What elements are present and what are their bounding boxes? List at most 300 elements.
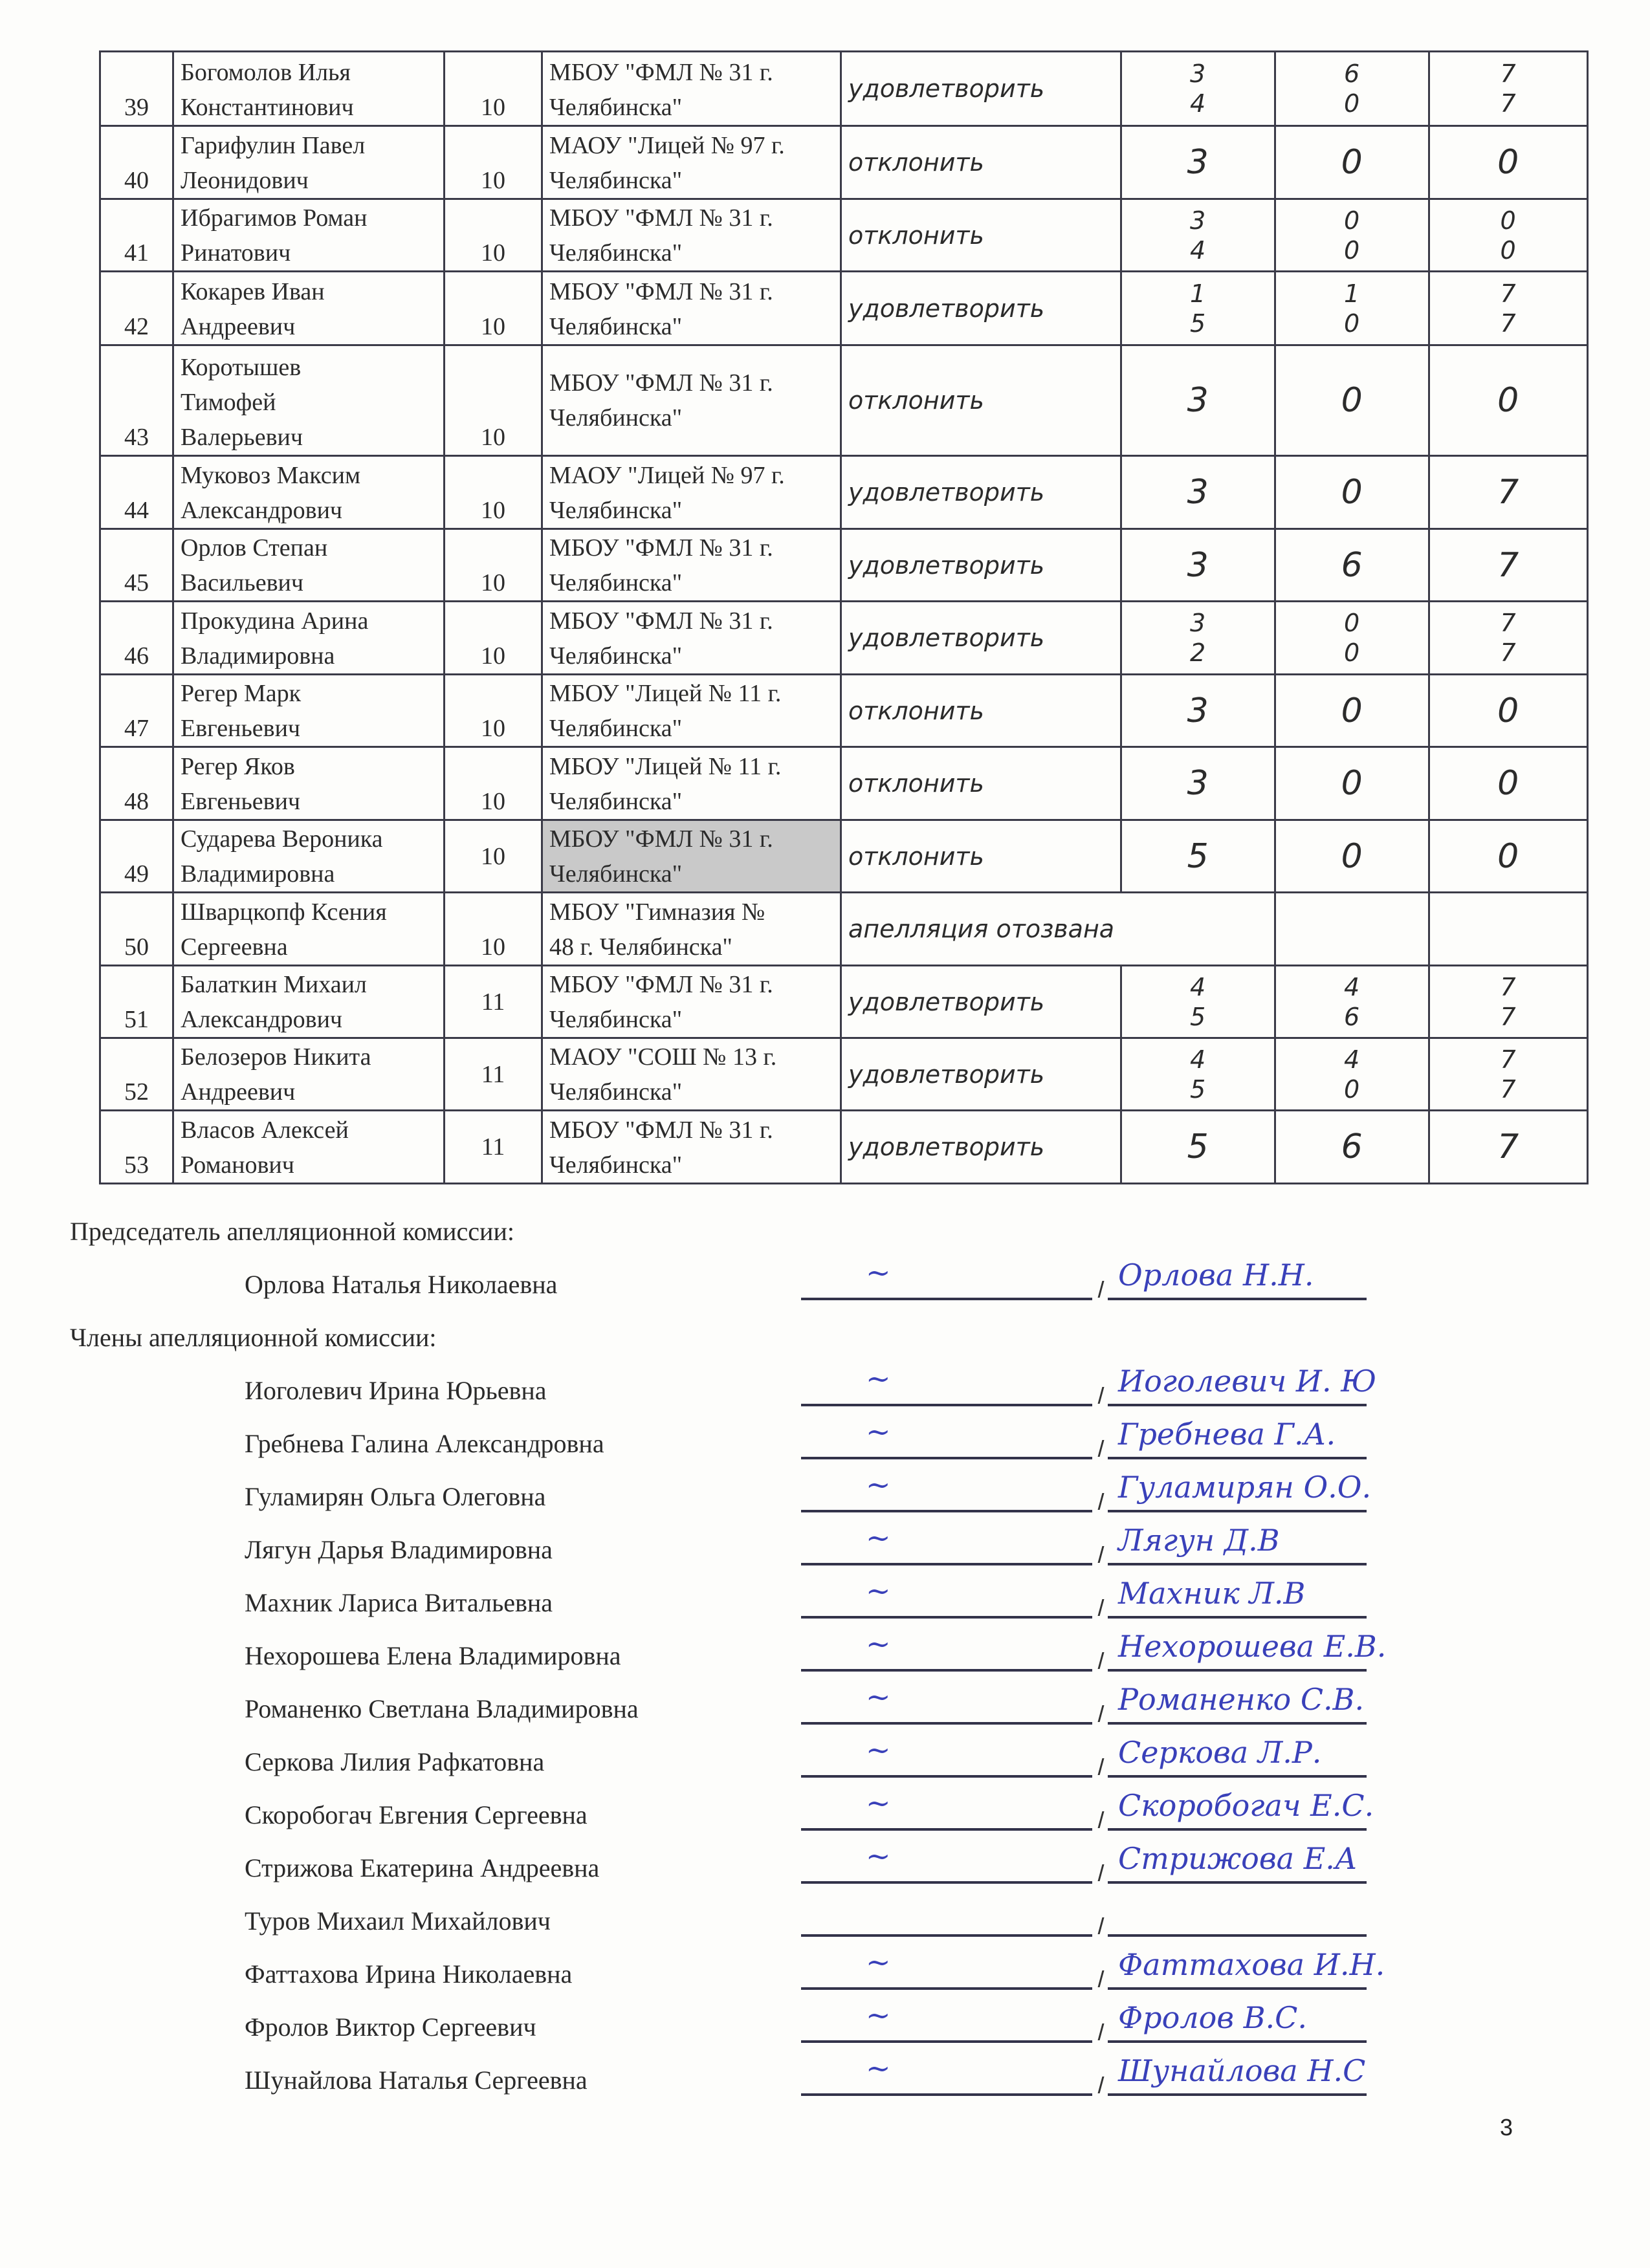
name-line <box>1108 1404 1367 1406</box>
separator-slash <box>1098 2077 1105 2093</box>
score-p2 <box>1275 126 1429 199</box>
student-name-line: Валерьевич <box>181 424 303 451</box>
school-line: Челябинска" <box>549 94 683 121</box>
score-value: 0 <box>1497 143 1519 182</box>
school-line: Челябинска" <box>549 1151 683 1179</box>
decision-handwritten: удовлетворить <box>841 602 1121 675</box>
score-value: 0 <box>1341 691 1363 730</box>
school <box>542 747 841 820</box>
score-p2 <box>1275 52 1429 126</box>
score-p3 <box>1429 345 1587 456</box>
page-number: 3 <box>1500 2114 1513 2141</box>
row-number: 53 <box>100 1111 173 1184</box>
score-value: 0 <box>1344 206 1360 235</box>
score-value: 4 <box>1190 1045 1206 1074</box>
student-name-line: Александрович <box>181 1006 343 1033</box>
score-value: 7 <box>1500 309 1516 338</box>
member-name: Фаттахова Ирина Николаевна <box>245 1959 573 1989</box>
school-line: МБОУ "ФМЛ № 31 г. <box>549 607 773 635</box>
signature-mark: ~ <box>866 1998 891 2033</box>
handwritten-name: Лягун Д.В <box>1118 1523 1280 1558</box>
score-p2 <box>1275 345 1429 456</box>
student-name-line: Прокудина Арина <box>181 607 369 635</box>
score-value: 3 <box>1190 609 1206 637</box>
member-name: Гребнева Галина Александровна <box>245 1429 604 1458</box>
score-p3 <box>1429 602 1587 675</box>
score-p1 <box>1121 52 1275 126</box>
score-p3 <box>1429 966 1587 1038</box>
score-value: 0 <box>1344 609 1360 637</box>
row-number: 43 <box>100 345 173 456</box>
row-number: 45 <box>100 529 173 602</box>
signature-line <box>801 1881 1092 1884</box>
student-name-line: Богомолов Илья <box>181 59 351 86</box>
score-p1 <box>1121 1111 1275 1184</box>
member-name: Нехорошева Елена Владимировна <box>245 1641 621 1670</box>
school-line: Челябинска" <box>549 167 683 194</box>
separator-slash <box>1098 1811 1105 1828</box>
score-value: 0 <box>1497 691 1519 730</box>
school-line: Челябинска" <box>549 404 683 431</box>
row-number: 49 <box>100 820 173 893</box>
score-value: 0 <box>1497 764 1519 803</box>
grade: 11 <box>445 1038 542 1111</box>
score-value: 0 <box>1341 764 1363 803</box>
name-line <box>1108 1563 1367 1565</box>
separator-slash <box>1098 1970 1105 1987</box>
student-name-line: Муковоз Максим <box>181 462 360 489</box>
grade: 10 <box>445 893 542 966</box>
score-value: 6 <box>1344 1002 1360 1031</box>
grade: 10 <box>445 602 542 675</box>
score-value: 3 <box>1187 473 1209 512</box>
score-value: 1 <box>1344 279 1360 308</box>
table-row <box>100 272 1588 345</box>
score-p1 <box>1121 820 1275 893</box>
score-value: 7 <box>1497 545 1519 585</box>
school <box>542 675 841 747</box>
score-value: 0 <box>1497 836 1519 876</box>
school <box>542 966 841 1038</box>
handwritten-name: Серкова Л.Р. <box>1118 1735 1322 1770</box>
school <box>542 199 841 272</box>
score-value: 5 <box>1190 1002 1206 1031</box>
grade: 10 <box>445 126 542 199</box>
school-line: Челябинска" <box>549 569 683 596</box>
school-line: МБОУ "ФМЛ № 31 г. <box>549 534 773 562</box>
school-line: МБОУ "Гимназия № <box>549 899 765 926</box>
decision-handwritten: удовлетворить <box>841 272 1121 345</box>
score-value: 7 <box>1500 609 1516 637</box>
score-value: 7 <box>1500 972 1516 1001</box>
signature-line <box>801 1722 1092 1725</box>
score-value: 5 <box>1187 836 1209 876</box>
decision-handwritten: отклонить <box>841 345 1121 456</box>
score-p1 <box>1121 966 1275 1038</box>
school-line: Челябинска" <box>549 1078 683 1106</box>
grade: 10 <box>445 820 542 893</box>
handwritten-name: Шунайлова Н.С <box>1118 2053 1366 2088</box>
grade: 10 <box>445 199 542 272</box>
handwritten-name: Стрижова Е.А <box>1118 1841 1358 1876</box>
signature-line <box>801 2040 1092 2043</box>
school <box>542 602 841 675</box>
name-line <box>1108 1616 1367 1619</box>
grade: 10 <box>445 272 542 345</box>
signature-mark: ~ <box>866 1838 891 1873</box>
signature-mark: ~ <box>866 1255 891 1290</box>
student-name <box>173 893 445 966</box>
signature-mark: ~ <box>866 1467 891 1502</box>
school <box>542 529 841 602</box>
grade: 10 <box>445 675 542 747</box>
separator-slash <box>1098 2023 1105 2040</box>
student-name-line: Орлов Степан <box>181 534 328 562</box>
decision-handwritten: отклонить <box>841 199 1121 272</box>
name-line <box>1108 1510 1367 1512</box>
school-line: 48 г. Челябинска" <box>549 933 732 961</box>
score-value: 5 <box>1190 309 1206 338</box>
decision-handwritten: отклонить <box>841 126 1121 199</box>
student-name-line: Кокарев Иван <box>181 278 325 305</box>
score-value: 7 <box>1500 1002 1516 1031</box>
school-line: МАОУ "Лицей № 97 г. <box>549 132 785 159</box>
separator-slash <box>1098 1440 1105 1457</box>
row-number: 46 <box>100 602 173 675</box>
school-line: МБОУ "Лицей № 11 г. <box>549 753 782 780</box>
separator-slash <box>1098 1599 1105 1616</box>
name-line <box>1108 1298 1367 1300</box>
student-name <box>173 126 445 199</box>
handwritten-name: Скоробогач Е.С. <box>1118 1788 1374 1823</box>
score-p3 <box>1429 1111 1587 1184</box>
school-line: Челябинска" <box>549 788 683 815</box>
handwritten-name: Махник Л.В <box>1118 1576 1306 1611</box>
score-value: 0 <box>1344 89 1360 118</box>
score-value: 7 <box>1497 1128 1519 1166</box>
score-p2 <box>1275 1038 1429 1111</box>
decision-handwritten: отклонить <box>841 675 1121 747</box>
member-name: Фролов Виктор Сергеевич <box>245 2012 536 2042</box>
score-p1 <box>1121 747 1275 820</box>
score-value: 3 <box>1187 545 1209 585</box>
score-p2 <box>1275 747 1429 820</box>
score-value: 0 <box>1497 381 1519 420</box>
score-value: 4 <box>1344 972 1360 1001</box>
score-value: 0 <box>1344 235 1360 265</box>
signature-mark: ~ <box>866 1679 891 1714</box>
table-row <box>100 1111 1588 1184</box>
student-name <box>173 456 445 529</box>
school-line: Челябинска" <box>549 313 683 340</box>
signature-mark: ~ <box>866 1626 891 1661</box>
student-name-line: Васильевич <box>181 569 303 596</box>
score-p1 <box>1121 345 1275 456</box>
grade: 10 <box>445 529 542 602</box>
school-line: МБОУ "ФМЛ № 31 г. <box>549 825 773 853</box>
name-line <box>1108 1934 1367 1937</box>
school-line: Челябинска" <box>549 715 683 742</box>
row-number: 52 <box>100 1038 173 1111</box>
score-value: 7 <box>1500 89 1516 118</box>
school-line: МБОУ "Лицей № 11 г. <box>549 680 782 707</box>
score-p1 <box>1121 1038 1275 1111</box>
signature-line <box>801 1828 1092 1831</box>
score-value: 7 <box>1500 638 1516 667</box>
signature-line <box>801 1563 1092 1565</box>
school-line: МБОУ "ФМЛ № 31 г. <box>549 369 773 397</box>
table-row <box>100 199 1588 272</box>
grade: 11 <box>445 1111 542 1184</box>
student-name <box>173 820 445 893</box>
student-name-line: Евгеньевич <box>181 715 301 742</box>
members-heading: Члены апелляционной комиссии: <box>70 1323 437 1352</box>
signature-line <box>801 1775 1092 1778</box>
student-name-line: Сергеевна <box>181 933 288 961</box>
score-value: 0 <box>1341 473 1363 512</box>
score-p2 <box>1275 199 1429 272</box>
score-value: 0 <box>1344 638 1360 667</box>
score-value: 7 <box>1500 60 1516 88</box>
school-line: МБОУ "ФМЛ № 31 г. <box>549 59 773 86</box>
school-line: МАОУ "Лицей № 97 г. <box>549 462 785 489</box>
member-name: Шунайлова Наталья Сергеевна <box>245 2066 588 2095</box>
decision-handwritten: удовлетворить <box>841 966 1121 1038</box>
row-number: 42 <box>100 272 173 345</box>
signature-line <box>801 1616 1092 1619</box>
score-value: 4 <box>1190 235 1206 265</box>
student-name-line: Тимофей <box>181 389 276 416</box>
score-p3 <box>1429 820 1587 893</box>
grade: 10 <box>445 52 542 126</box>
decision-handwritten: отклонить <box>841 747 1121 820</box>
student-name-line: Андреевич <box>181 313 296 340</box>
score-value: 3 <box>1190 206 1206 235</box>
score-value: 4 <box>1190 972 1206 1001</box>
signature-line <box>801 2093 1092 2096</box>
school <box>542 1111 841 1184</box>
score-p2 <box>1275 272 1429 345</box>
signature-mark: ~ <box>866 1785 891 1820</box>
score-value: 0 <box>1341 381 1363 420</box>
name-line <box>1108 1881 1367 1884</box>
student-name <box>173 345 445 456</box>
score-value: 7 <box>1497 473 1519 512</box>
score-value: 0 <box>1344 1074 1360 1104</box>
member-name: Иоголевич Ирина Юрьевна <box>245 1376 547 1405</box>
student-name <box>173 675 445 747</box>
score-p1 <box>1121 456 1275 529</box>
school-line: МБОУ "ФМЛ № 31 г. <box>549 278 773 305</box>
signature-line <box>801 1457 1092 1459</box>
score-value: 3 <box>1187 381 1209 420</box>
grade: 10 <box>445 456 542 529</box>
name-line <box>1108 2040 1367 2043</box>
name-line <box>1108 1987 1367 1990</box>
score-value: 0 <box>1500 235 1516 265</box>
chair-heading: Председатель апелляционной комиссии: <box>70 1217 514 1246</box>
row-number: 51 <box>100 966 173 1038</box>
school <box>542 820 841 893</box>
student-name-line: Балаткин Михаил <box>181 971 367 998</box>
school <box>542 893 841 966</box>
student-name-line: Александрович <box>181 497 343 524</box>
signature-mark: ~ <box>866 1573 891 1608</box>
decision-handwritten: апелляция отозвана <box>841 893 1121 966</box>
score-p1 <box>1121 272 1275 345</box>
score-p1 <box>1121 602 1275 675</box>
decision-handwritten: удовлетворить <box>841 529 1121 602</box>
score-value: 5 <box>1190 1074 1206 1104</box>
handwritten-name: Романенко С.В. <box>1118 1682 1365 1717</box>
score-p2 <box>1275 966 1429 1038</box>
signature-mark: ~ <box>866 2051 891 2086</box>
school <box>542 456 841 529</box>
score-value: 3 <box>1190 60 1206 88</box>
member-name: Серкова Лилия Рафкатовна <box>245 1747 545 1776</box>
row-number: 47 <box>100 675 173 747</box>
separator-slash <box>1098 1493 1105 1510</box>
score-value: 2 <box>1190 638 1206 667</box>
separator-slash <box>1098 1705 1105 1722</box>
signature-mark: ~ <box>866 1945 891 1979</box>
school-line: Челябинска" <box>549 642 683 670</box>
student-name-line: Ибрагимов Роман <box>181 204 368 232</box>
table-row <box>100 966 1588 1038</box>
student-name-line: Белозеров Никита <box>181 1043 371 1071</box>
table-row <box>100 747 1588 820</box>
table-row <box>100 1038 1588 1111</box>
table-row <box>100 52 1588 126</box>
score-p3 <box>1429 1038 1587 1111</box>
school-line: Челябинска" <box>549 497 683 524</box>
member-name: Скоробогач Евгения Сергеевна <box>245 1800 588 1829</box>
student-name-line: Владимировна <box>181 642 335 670</box>
separator-slash <box>1098 1546 1105 1563</box>
school <box>542 1038 841 1111</box>
score-p1 <box>1121 529 1275 602</box>
score-value: 6 <box>1341 1128 1363 1166</box>
appeals-table <box>99 50 1589 1184</box>
student-name <box>173 1111 445 1184</box>
score-p2 <box>1275 529 1429 602</box>
score-p1 <box>1121 126 1275 199</box>
chair-name: Орлова Наталья Николаевна <box>245 1270 558 1299</box>
handwritten-name: Фаттахова И.Н. <box>1118 1947 1385 1982</box>
score-value: 4 <box>1190 89 1206 118</box>
signature-line <box>801 1404 1092 1406</box>
handwritten-name: Гуламирян О.О. <box>1118 1470 1372 1505</box>
school <box>542 52 841 126</box>
member-name: Романенко Светлана Владимировна <box>245 1694 639 1723</box>
table-row <box>100 675 1588 747</box>
signature-line <box>801 1987 1092 1990</box>
member-name: Махник Лариса Витальевна <box>245 1588 553 1617</box>
school-line: МБОУ "ФМЛ № 31 г. <box>549 971 773 998</box>
school-line: Челябинска" <box>549 239 683 267</box>
student-name-line: Регер Марк <box>181 680 302 707</box>
handwritten-name: Орлова Н.Н. <box>1118 1258 1314 1292</box>
score-value: 7 <box>1500 1045 1516 1074</box>
table-row <box>100 529 1588 602</box>
student-name <box>173 966 445 1038</box>
handwritten-name: Иоголевич И. Ю <box>1118 1364 1377 1399</box>
student-name <box>173 602 445 675</box>
school-line: МБОУ "ФМЛ № 31 г. <box>549 204 773 232</box>
score-p3 <box>1429 272 1587 345</box>
table-row <box>100 893 1588 966</box>
score-p3 <box>1429 52 1587 126</box>
handwritten-name: Нехорошева Е.В. <box>1118 1629 1387 1664</box>
student-name <box>173 52 445 126</box>
score-value: 3 <box>1187 764 1209 803</box>
signature-line <box>801 1669 1092 1672</box>
handwritten-name: Фролов В.С. <box>1118 2000 1307 2035</box>
score-p1 <box>1121 675 1275 747</box>
score-p2 <box>1275 675 1429 747</box>
member-name: Гуламирян Ольга Олеговна <box>245 1482 546 1511</box>
score-cell-empty <box>1275 893 1429 966</box>
name-line <box>1108 1669 1367 1672</box>
row-number: 48 <box>100 747 173 820</box>
score-p2 <box>1275 602 1429 675</box>
score-p3 <box>1429 199 1587 272</box>
school-line: МБОУ "ФМЛ № 31 г. <box>549 1117 773 1144</box>
grade: 10 <box>445 747 542 820</box>
row-number: 39 <box>100 52 173 126</box>
score-value: 0 <box>1341 836 1363 876</box>
signature-line <box>801 1510 1092 1512</box>
student-name-line: Евгеньевич <box>181 788 301 815</box>
name-line <box>1108 2093 1367 2096</box>
score-p3 <box>1429 675 1587 747</box>
name-line <box>1108 1828 1367 1831</box>
table-row <box>100 820 1588 893</box>
student-name-line: Владимировна <box>181 860 335 888</box>
name-line <box>1108 1722 1367 1725</box>
member-name: Стрижова Екатерина Андреевна <box>245 1853 600 1882</box>
school <box>542 272 841 345</box>
score-p3 <box>1429 126 1587 199</box>
score-p2 <box>1275 820 1429 893</box>
signature-mark: ~ <box>866 1520 891 1555</box>
student-name <box>173 199 445 272</box>
name-line <box>1108 1775 1367 1778</box>
score-p3 <box>1429 456 1587 529</box>
student-name <box>173 1038 445 1111</box>
row-number: 50 <box>100 893 173 966</box>
signature-line <box>801 1298 1092 1300</box>
decision-handwritten: удовлетворить <box>841 1038 1121 1111</box>
table-row <box>100 126 1588 199</box>
student-name-line: Шварцкопф Ксения <box>181 899 387 926</box>
student-name-line: Гарифулин Павел <box>181 132 366 159</box>
separator-slash <box>1098 1652 1105 1669</box>
row-number: 41 <box>100 199 173 272</box>
school-line: Челябинска" <box>549 860 683 888</box>
score-value: 1 <box>1190 279 1206 308</box>
score-p2 <box>1275 1111 1429 1184</box>
separator-slash <box>1098 1917 1105 1934</box>
score-cell-empty <box>1121 893 1275 966</box>
decision-handwritten: удовлетворить <box>841 52 1121 126</box>
row-number: 44 <box>100 456 173 529</box>
score-value: 0 <box>1341 143 1363 182</box>
school <box>542 345 841 456</box>
student-name <box>173 529 445 602</box>
student-name-line: Коротышев <box>181 354 302 381</box>
table-row <box>100 345 1588 456</box>
